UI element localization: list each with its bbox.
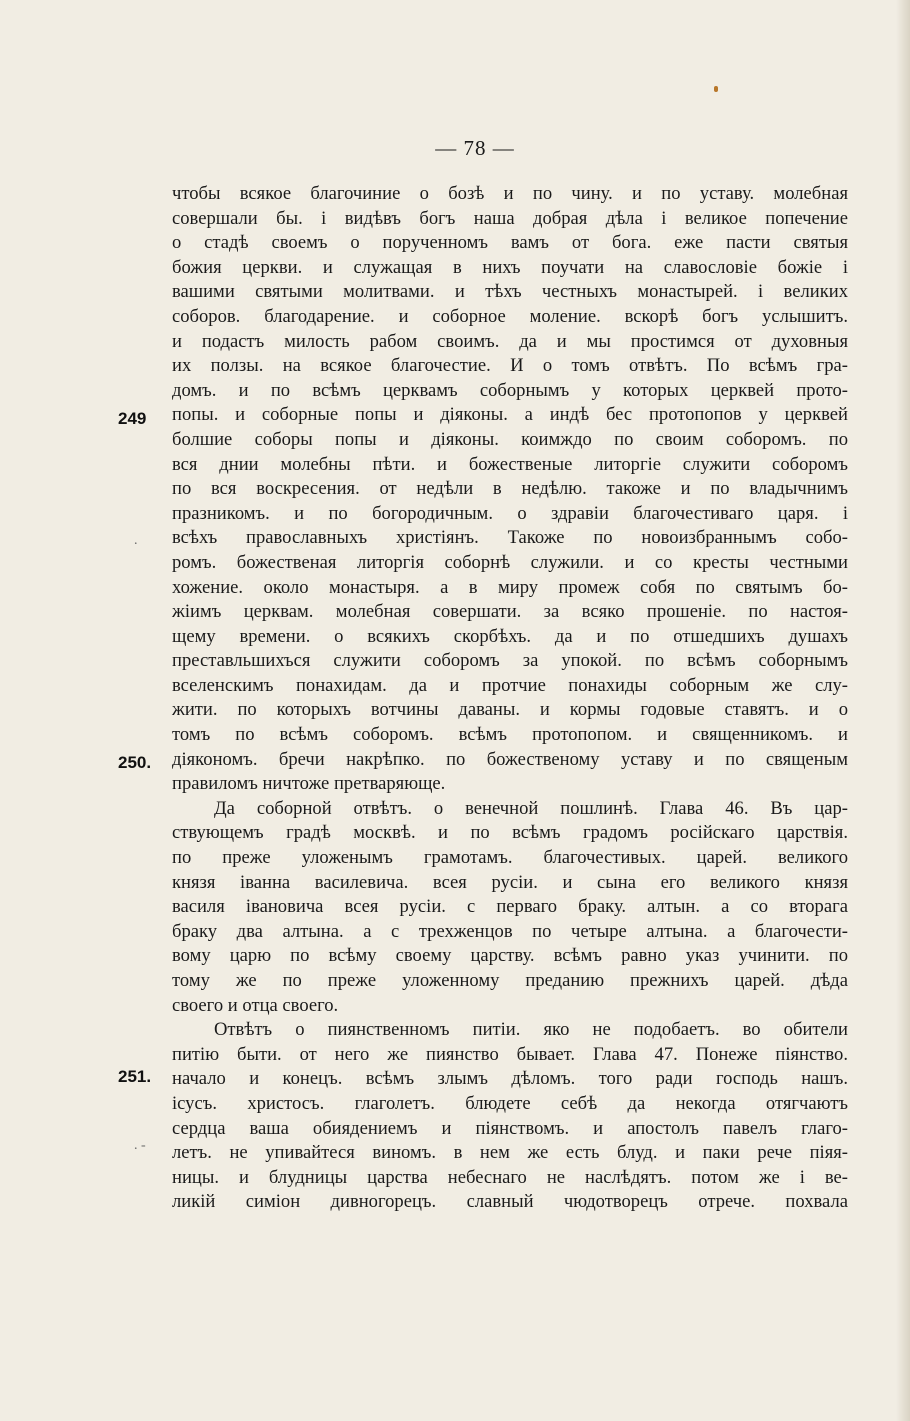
text-line: сердца ваша обиядениемъ и піянствомъ. и апостолъ павелъ глаго- bbox=[172, 1117, 848, 1139]
body-text bbox=[172, 182, 848, 1215]
text-line: начало и конецъ. всѣмъ злымъ дѣломъ. того ради господь нашъ. bbox=[172, 1068, 848, 1090]
text-line: их ползы. на всякое благочестие. И о томъ отвѣтъ. По всѣмъ гра- bbox=[172, 355, 848, 377]
text-line: по преже уложенымъ грамотамъ. благочестивых. царей. великого bbox=[172, 847, 848, 869]
text-line: Да соборной отвѣтъ. о венечной пошлинѣ. Глава 46. Въ цар- bbox=[214, 797, 848, 819]
text-line: ісусъ. христосъ. глаголетъ. блюдете себѣ да некогда отягчаютъ bbox=[172, 1092, 848, 1114]
text-line: вашими святыми молитвами. и тѣхъ честныхъ монастырей. і великих bbox=[172, 281, 848, 303]
text-line: ствующемъ градѣ москвѣ. и по всѣмъ градомъ російскаго царствія. bbox=[172, 822, 848, 844]
text-line: ромъ. божественая литоргія соборнѣ служили. и со кресты честными bbox=[172, 551, 848, 573]
text-line: своего и отца своего. bbox=[172, 994, 339, 1016]
text-line: правиломъ ничтоже претваряюще. bbox=[172, 773, 446, 795]
text-line: діякономъ. бречи накрѣпко. по божественому уставу и по священым bbox=[172, 748, 848, 770]
text-line: по вся воскресения. от недѣли в недѣлю. такоже и по владычнимъ bbox=[172, 478, 848, 500]
text-line: жити. по которыхъ вотчины даваны. и кормы годовые ставятъ. и о bbox=[172, 699, 848, 721]
text-line: жіимъ церквам. молебная совершати. за всяко прошеніе. по настоя- bbox=[172, 601, 848, 623]
margin-number: 250. bbox=[118, 753, 152, 772]
text-line: питію быти. от него же пиянство бывает. Глава 47. Понеже піянство. bbox=[172, 1043, 848, 1065]
text-line: соборов. благодарение. и соборное моление. вскорѣ богъ услышитъ. bbox=[172, 305, 848, 327]
text-line: совершали бы. і видѣвъ богъ наша добрая дѣла і великое попечение bbox=[172, 207, 848, 229]
text-line: и подастъ милость рабом своимъ. да и мы простимся от духовныя bbox=[172, 330, 848, 352]
text-line: болшие соборы попы и діяконы. коимждо по своим соборомъ. по bbox=[172, 428, 848, 450]
text-line: вся днии молебны пѣти. и божественые литоргіе служити соборомъ bbox=[172, 453, 848, 475]
page-number: — 78 — bbox=[435, 136, 515, 160]
text-line: хожение. около монастыря. а в миру промеж собя по святымъ бо- bbox=[172, 576, 848, 598]
text-line: томъ по всѣмъ соборомъ. всѣмъ протопопом. и священникомъ. и bbox=[172, 724, 848, 746]
text-line: о стадѣ своемъ о порученномъ вамъ от бога. еже пасти святыя bbox=[172, 232, 848, 254]
text-line: вселенскимъ понахидам. да и протчие понахиды соборным же слу- bbox=[172, 674, 848, 696]
margin-mark: . bbox=[134, 533, 138, 548]
text-line: летъ. не упивайтеся виномъ. в нем же есть блуд. и паки рече піяя- bbox=[172, 1142, 848, 1164]
text-line: празникомъ. и по богородичным. о здравіи благочестиваго царя. і bbox=[172, 502, 848, 524]
text-line: Отвѣтъ о пиянственномъ питіи. яко не подобаетъ. во обители bbox=[214, 1019, 848, 1041]
page-edge bbox=[896, 0, 910, 1421]
ink-dot bbox=[714, 86, 718, 92]
text-line: тому же по преже уложенному преданию прежнихъ царей. дѣда bbox=[172, 970, 848, 991]
text-line: щему времени. о всякихъ скорбѣхъ. да и по отшедшихъ душахъ bbox=[172, 625, 848, 647]
text-line: ницы. и блудницы царства небеснаго не наслѣдятъ. потом же і ве- bbox=[172, 1166, 848, 1188]
text-line: чтобы всякое благочиние о бозѣ и по чину. и по уставу. молебная bbox=[172, 183, 848, 204]
text-line: василя івановича всея русіи. с перваго браку. алтын. а со вторага bbox=[172, 896, 848, 918]
text-line: ликій симіон дивногорецъ. славный чюдотворецъ отрече. похвала bbox=[172, 1191, 848, 1213]
margin-number: 251. bbox=[118, 1067, 152, 1086]
text-line: браку два алтына. а с трехженцов по четыре алтына. а благочести- bbox=[172, 920, 848, 942]
margin-mark: . - bbox=[134, 1138, 146, 1153]
text-line: божия церкви. и служащая в нихъ поучати на славословіе божіе і bbox=[172, 256, 848, 278]
text-line: преставльшихъся служити соборомъ за упокой. по всѣмъ соборнымъ bbox=[172, 650, 848, 672]
text-line: всѣхъ православныхъ христіянъ. Такоже по новоизбраннымъ собо- bbox=[172, 527, 848, 549]
text-line: вому царю по всѣму своему царству. всѣмъ равно указ учинити. по bbox=[172, 945, 848, 967]
text-line: домъ. и по всѣмъ церквамъ соборнымъ у которых церквей прото- bbox=[172, 379, 848, 401]
text-line: попы. и соборные попы и діяконы. а индѣ бес протопопов у церквей bbox=[172, 404, 848, 426]
margin-number: 249 bbox=[118, 409, 147, 428]
text-line: князя іванна василевича. всея русіи. и сына его великого князя bbox=[172, 871, 848, 893]
